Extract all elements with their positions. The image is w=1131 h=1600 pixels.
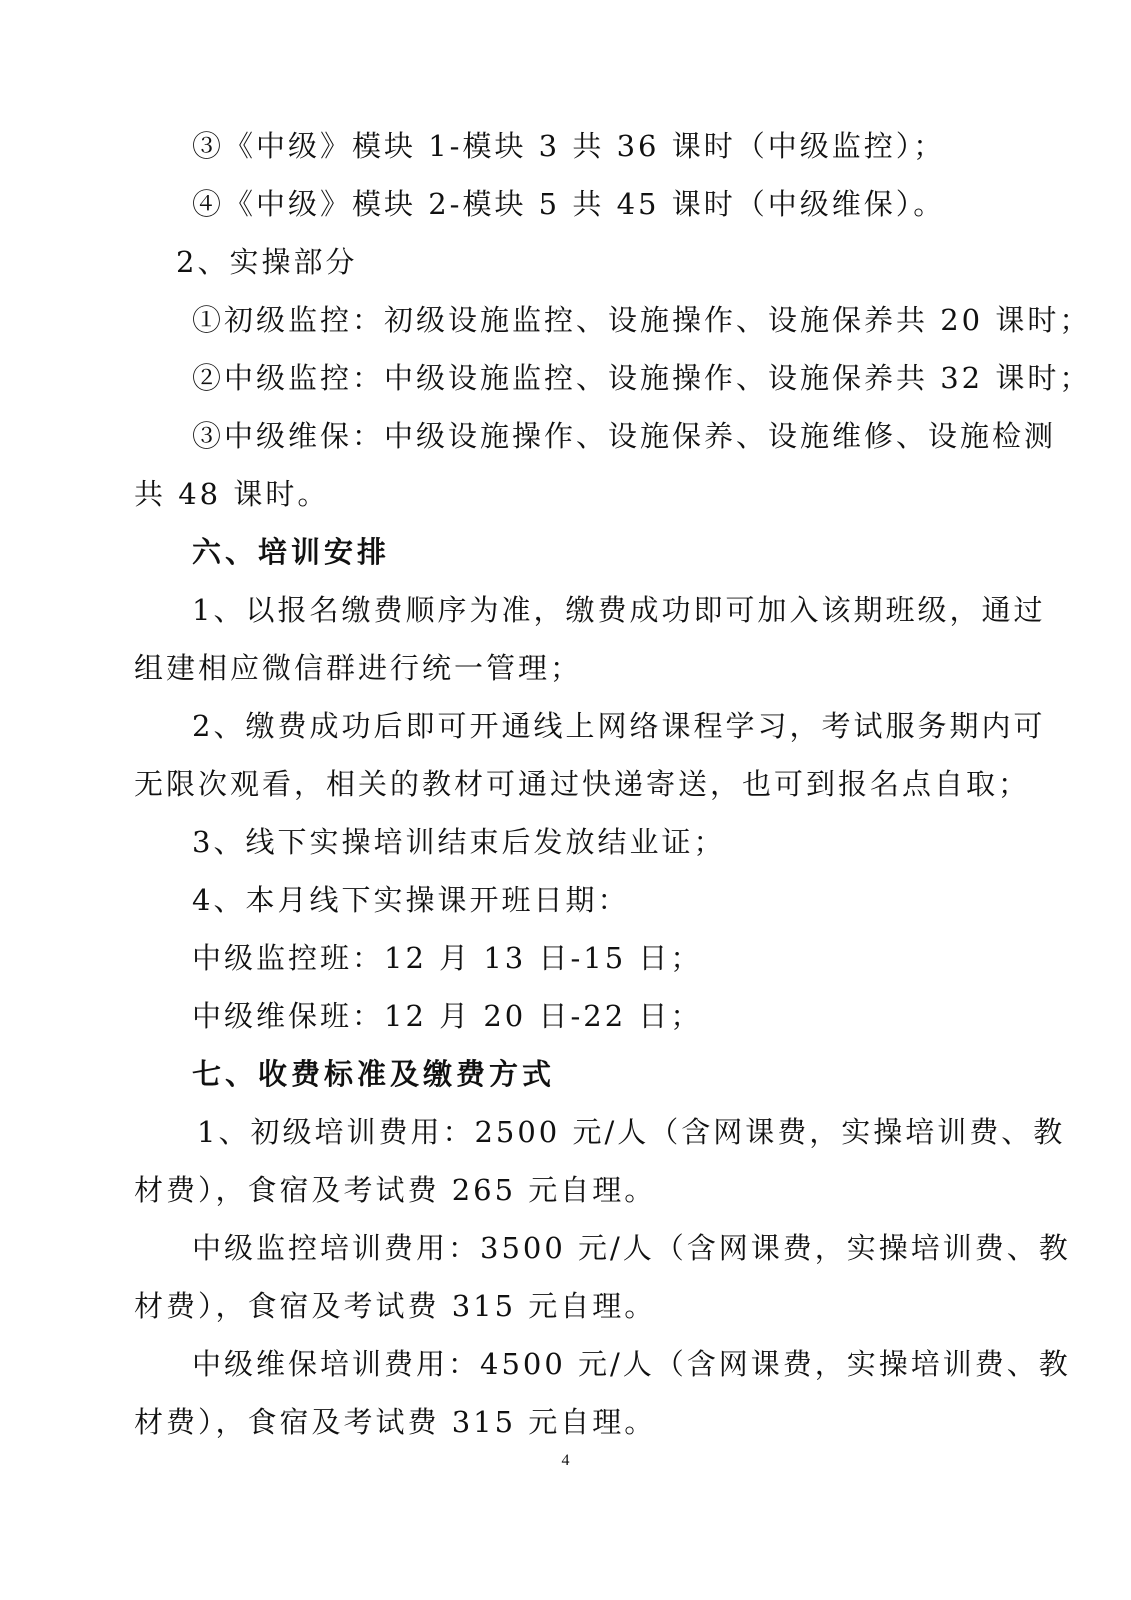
fee-item-mid-monitoring: 中级监控培训费用：3500 元/人（含网课费，实操培训费、教	[192, 1231, 1071, 1265]
section-six-heading: 六、培训安排	[192, 535, 391, 569]
class-date-monitoring: 中级监控班：12 月 13 日-15 日；	[192, 941, 703, 975]
practical-heading: 2、实操部分	[176, 245, 358, 279]
fee-item-mid-maintenance-cont: 材费），食宿及考试费 315 元自理。	[134, 1405, 657, 1439]
arrangement-item-3: 3、线下实操培训结束后发放结业证；	[192, 825, 726, 859]
page-number: 4	[561, 1452, 570, 1469]
arrangement-item-2-cont: 无限次观看，相关的教材可通过快递寄送，也可到报名点自取；	[134, 767, 1031, 801]
fee-item-mid-maintenance: 中级维保培训费用：4500 元/人（含网课费，实操培训费、教	[192, 1347, 1071, 1381]
section-seven-heading: 七、收费标准及缴费方式	[192, 1057, 556, 1091]
course-item-3: ③《中级》模块 1-模块 3 共 36 课时（中级监控）；	[192, 129, 946, 163]
fee-item-junior-cont: 材费），食宿及考试费 265 元自理。	[134, 1173, 657, 1207]
arrangement-item-4: 4、本月线下实操课开班日期：	[192, 883, 630, 917]
fee-item-mid-monitoring-cont: 材费），食宿及考试费 315 元自理。	[134, 1289, 657, 1323]
practical-item-1: ①初级监控：初级设施监控、设施操作、设施保养共 20 课时；	[192, 303, 1092, 337]
practical-item-2: ②中级监控：中级设施监控、设施操作、设施保养共 32 课时；	[192, 361, 1092, 395]
class-date-maintenance: 中级维保班：12 月 20 日-22 日；	[192, 999, 703, 1033]
arrangement-item-1-cont: 组建相应微信群进行统一管理；	[134, 651, 583, 685]
practical-item-3: ③中级维保：中级设施操作、设施保养、设施维修、设施检测	[192, 419, 1057, 453]
practical-item-3-cont: 共 48 课时。	[134, 477, 330, 511]
fee-item-junior: 1、初级培训费用：2500 元/人（含网课费，实操培训费、教	[197, 1115, 1066, 1149]
arrangement-item-2: 2、缴费成功后即可开通线上网络课程学习，考试服务期内可	[192, 709, 1046, 743]
course-item-4: ④《中级》模块 2-模块 5 共 45 课时（中级维保）。	[192, 187, 946, 221]
arrangement-item-1: 1、以报名缴费顺序为准，缴费成功即可加入该期班级，通过	[192, 593, 1046, 627]
